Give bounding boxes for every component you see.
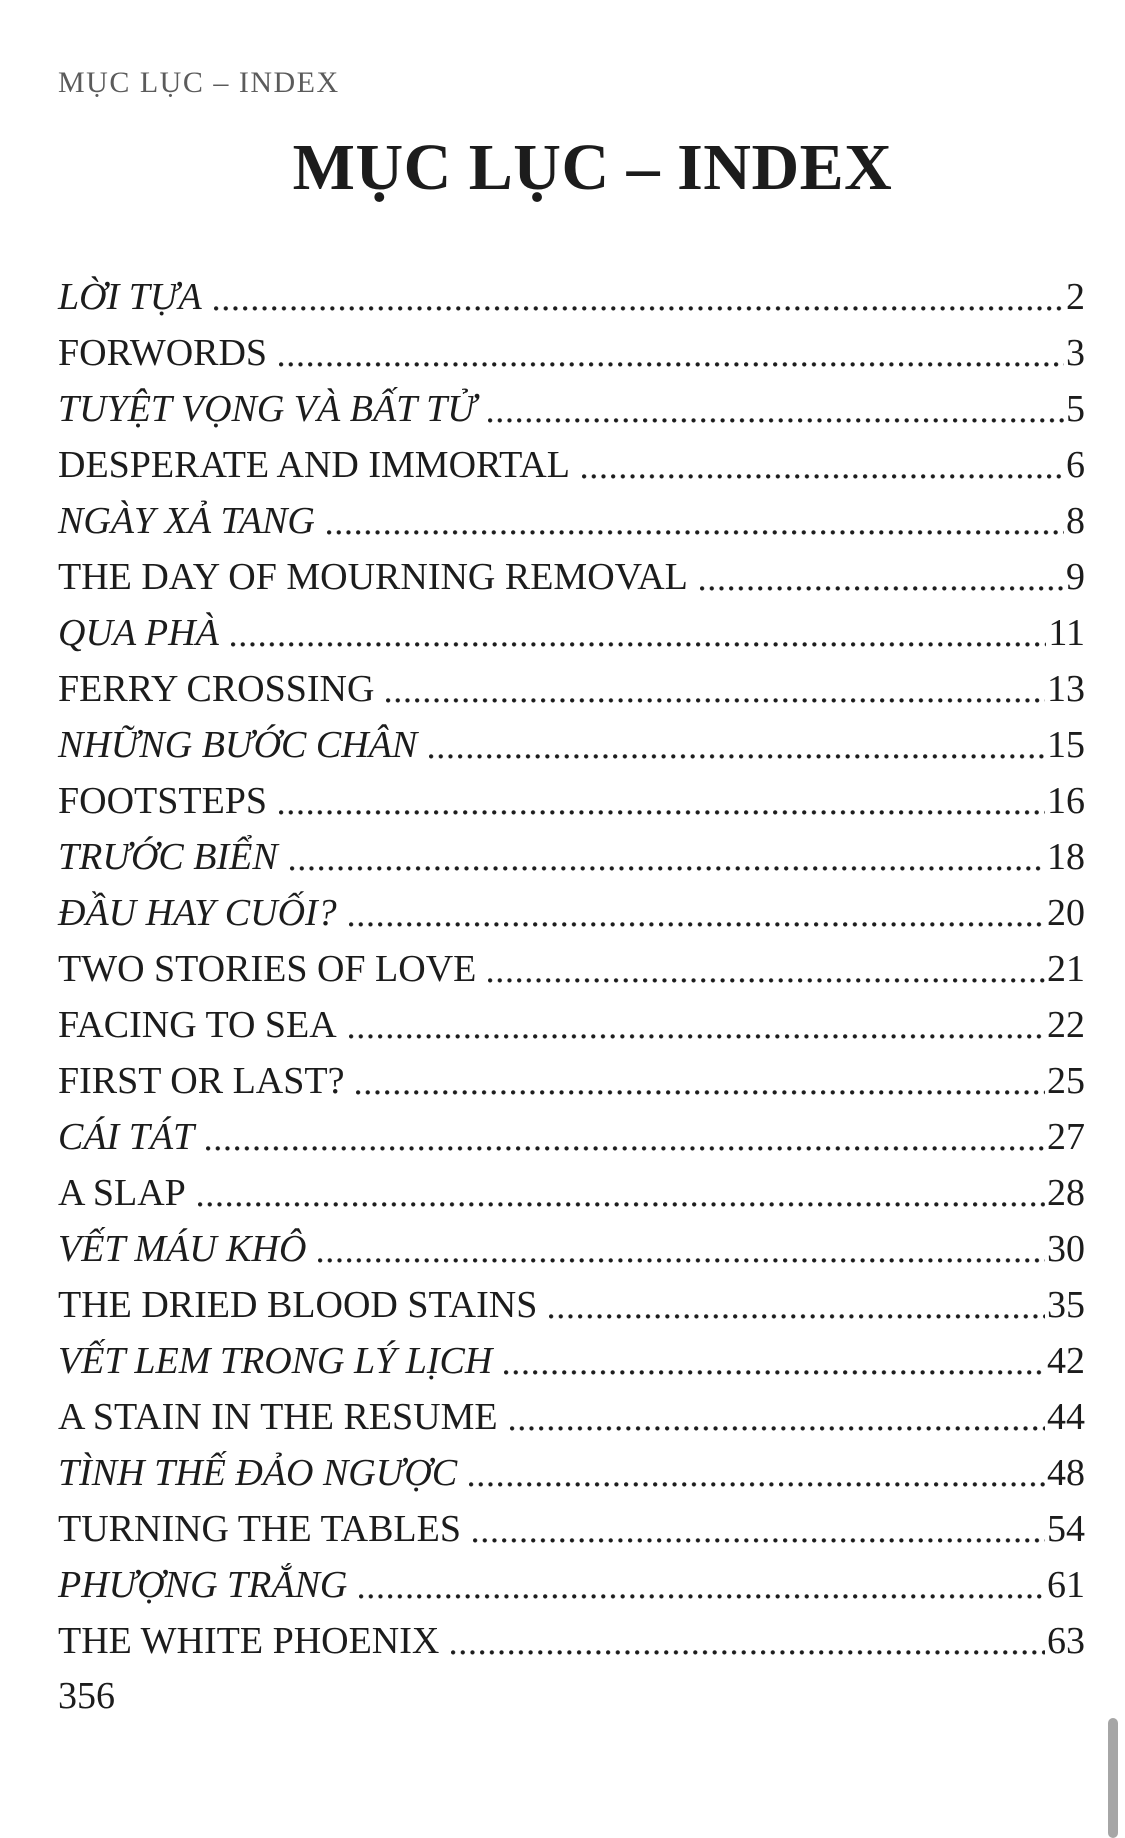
toc-entry-page-number: 25: [1047, 1060, 1085, 1102]
toc-entry-title: DESPERATE AND IMMORTAL: [58, 444, 570, 486]
toc-entry[interactable]: [58, 829, 1085, 885]
toc-entry[interactable]: [58, 1501, 1085, 1557]
toc-entry-title: FIRST OR LAST?: [58, 1060, 345, 1102]
toc-entry[interactable]: [58, 717, 1085, 773]
toc-entry[interactable]: [58, 381, 1085, 437]
toc-entry[interactable]: [58, 549, 1085, 605]
toc-entry[interactable]: [58, 1109, 1085, 1165]
toc-entry-title: LỜI TỰA: [58, 276, 202, 318]
toc-entry-page-number: 21: [1047, 948, 1085, 990]
running-header: MỤC LỤC – INDEX: [58, 66, 340, 99]
page-title: MỤC LỤC – INDEX: [292, 131, 893, 204]
toc-leader-dots: [318, 1258, 1045, 1263]
toc-entry-page-number: 5: [1066, 388, 1085, 430]
toc-leader-dots: [504, 1370, 1045, 1375]
toc-entry-page-number: 27: [1047, 1116, 1085, 1158]
toc-leader-dots: [582, 474, 1064, 479]
toc-leader-dots: [279, 810, 1045, 815]
toc-entry-page-number: 8: [1066, 500, 1085, 542]
toc-entry-page-number: 30: [1047, 1228, 1085, 1270]
footer-page-number: 356: [58, 1675, 115, 1717]
toc-leader-dots: [327, 530, 1064, 535]
toc-leader-dots: [279, 362, 1064, 367]
toc-entry[interactable]: [58, 493, 1085, 549]
toc-entry[interactable]: [58, 661, 1085, 717]
toc-leader-dots: [469, 1482, 1045, 1487]
toc-entry-title: FERRY CROSSING: [58, 668, 375, 710]
toc-entry-title: QUA PHÀ: [58, 612, 219, 654]
toc-entry-title: FACING TO SEA: [58, 1004, 337, 1046]
toc-entry-title: THE DAY OF MOURNING REMOVAL: [58, 556, 688, 598]
toc-entry-title: NHỮNG BƯỚC CHÂN: [58, 724, 418, 766]
toc-entry[interactable]: [58, 941, 1085, 997]
toc-entry[interactable]: [58, 1389, 1085, 1445]
toc-entry-page-number: 9: [1066, 556, 1085, 598]
toc-entry[interactable]: [58, 1445, 1085, 1501]
toc-entry-page-number: 16: [1047, 780, 1085, 822]
toc-leader-dots: [356, 1090, 1045, 1095]
toc-entry[interactable]: [58, 773, 1085, 829]
toc-entry[interactable]: [58, 325, 1085, 381]
scrollbar-thumb[interactable]: [1108, 1718, 1118, 1838]
toc-entry-page-number: 2: [1066, 276, 1085, 318]
toc-entry-title: VẾT MÁU KHÔ: [58, 1228, 307, 1270]
toc-entry[interactable]: [58, 885, 1085, 941]
toc-entry-page-number: 61: [1047, 1564, 1085, 1606]
toc-entry-title: TRƯỚC BIỂN: [58, 836, 278, 878]
toc-entry-title: FORWORDS: [58, 332, 268, 374]
toc-entry[interactable]: [58, 605, 1085, 661]
toc-entry-page-number: 63: [1047, 1620, 1085, 1662]
toc-leader-dots: [700, 586, 1064, 591]
toc-leader-dots: [488, 978, 1045, 983]
toc-leader-dots: [451, 1650, 1045, 1655]
toc-leader-dots: [349, 922, 1045, 927]
table-of-contents: [58, 269, 1085, 1669]
toc-entry[interactable]: [58, 997, 1085, 1053]
toc-entry-page-number: 28: [1047, 1172, 1085, 1214]
toc-entry[interactable]: [58, 1277, 1085, 1333]
toc-entry-page-number: 6: [1066, 444, 1085, 486]
toc-leader-dots: [429, 754, 1045, 759]
toc-leader-dots: [231, 642, 1047, 647]
toc-entry-page-number: 11: [1048, 612, 1085, 654]
toc-leader-dots: [349, 1034, 1045, 1039]
toc-entry[interactable]: [58, 1557, 1085, 1613]
toc-entry-page-number: 48: [1047, 1452, 1085, 1494]
toc-entry[interactable]: [58, 1053, 1085, 1109]
toc-entry-title: PHƯỢNG TRẮNG: [58, 1564, 348, 1606]
toc-entry-page-number: 22: [1047, 1004, 1085, 1046]
toc-entry[interactable]: [58, 269, 1085, 325]
toc-entry-page-number: 42: [1047, 1340, 1085, 1382]
toc-entry-page-number: 13: [1047, 668, 1085, 710]
toc-leader-dots: [359, 1594, 1045, 1599]
toc-entry-title: ĐẦU HAY CUỐI?: [58, 892, 337, 934]
toc-leader-dots: [488, 418, 1064, 423]
toc-leader-dots: [510, 1426, 1045, 1431]
toc-entry-page-number: 3: [1066, 332, 1085, 374]
toc-entry-title: TWO STORIES OF LOVE: [58, 948, 477, 990]
toc-entry-title: TURNING THE TABLES: [58, 1508, 461, 1550]
toc-entry[interactable]: [58, 1165, 1085, 1221]
toc-leader-dots: [206, 1146, 1045, 1151]
toc-entry-page-number: 44: [1047, 1396, 1085, 1438]
toc-entry-page-number: 35: [1047, 1284, 1085, 1326]
toc-entry-title: A STAIN IN THE RESUME: [58, 1396, 498, 1438]
toc-leader-dots: [290, 866, 1045, 871]
toc-entry-page-number: 54: [1047, 1508, 1085, 1550]
toc-entry-page-number: 18: [1047, 836, 1085, 878]
toc-entry[interactable]: [58, 1221, 1085, 1277]
toc-entry-title: FOOTSTEPS: [58, 780, 268, 822]
toc-entry-page-number: 20: [1047, 892, 1085, 934]
toc-entry-title: CÁI TÁT: [58, 1116, 195, 1158]
toc-entry-title: THE WHITE PHOENIX: [58, 1620, 440, 1662]
toc-entry-title: A SLAP: [58, 1172, 186, 1214]
toc-entry-title: NGÀY XẢ TANG: [58, 500, 315, 542]
toc-entry-page-number: 15: [1047, 724, 1085, 766]
toc-entry-title: VẾT LEM TRONG LÝ LỊCH: [58, 1340, 493, 1382]
toc-entry-title: TUYỆT VỌNG VÀ BẤT TỬ: [58, 388, 476, 430]
toc-leader-dots: [386, 698, 1045, 703]
toc-leader-dots: [473, 1538, 1045, 1543]
toc-entry-title: TÌNH THẾ ĐẢO NGƯỢC: [58, 1452, 458, 1494]
toc-leader-dots: [198, 1202, 1045, 1207]
toc-entry[interactable]: [58, 437, 1085, 493]
toc-leader-dots: [549, 1314, 1045, 1319]
toc-entry-title: THE DRIED BLOOD STAINS: [58, 1284, 538, 1326]
toc-entry[interactable]: [58, 1613, 1085, 1669]
toc-entry[interactable]: [58, 1333, 1085, 1389]
toc-leader-dots: [214, 306, 1064, 311]
